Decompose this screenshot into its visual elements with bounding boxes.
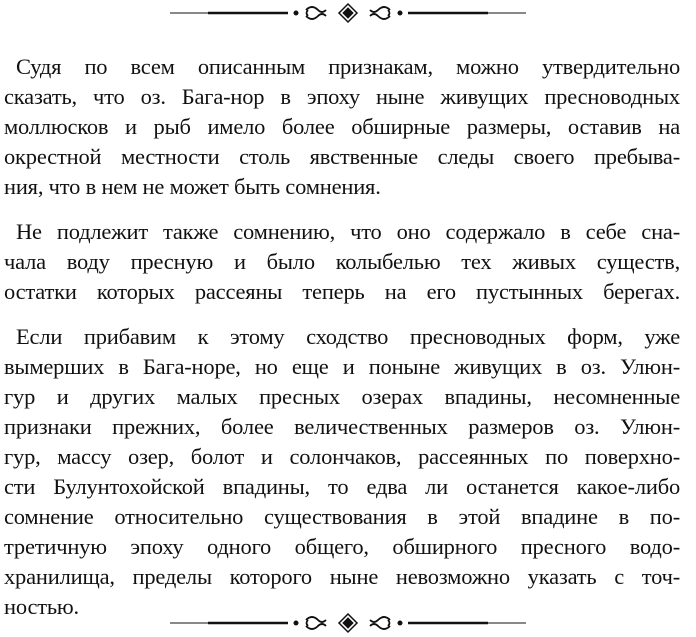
text-line: моллюсков и рыб имело более обширные размеры, оставив на [4, 114, 680, 139]
text-line: Если прибавим к этому сходство пресноводных форм, уже [16, 324, 680, 349]
text-line: окрестной местности столь явственные следы своего пребыва- [4, 144, 680, 169]
paragraph-3 [4, 322, 680, 622]
text-line: признаки прежних, более величественных размеров оз. Улюн- [4, 414, 680, 439]
text-line: третичную эпоху одного общего, обширного пресного водо- [4, 534, 680, 559]
text-line: гур, массу озер, болот и солончаков, рассеянных по поверхно- [4, 444, 680, 469]
text-line: ния, что в нем не может быть сомнения. [4, 174, 381, 199]
bottom-ornament-divider [168, 612, 528, 634]
text-line: Судя по всем описанным признакам, можно утвердительно [16, 54, 680, 79]
text-line: ностью. [4, 594, 79, 619]
paragraph-2 [4, 217, 680, 307]
text-line: сказать, что оз. Бага-нор в эпоху ныне живущих пресноводных [4, 84, 680, 109]
text-line: вымерших в Бага-норе, но еще и поныне живущих в оз. Улюн- [4, 354, 680, 379]
ornament-icon [170, 614, 526, 632]
text-line: сти Булунтохойской впадины, то едва ли останется какое-либо [4, 474, 680, 499]
text-line: чала воду пресную и было колыбелью тех живых существ, [4, 249, 680, 274]
ornament-icon [170, 4, 526, 22]
text-line: хранилища, пределы которого ныне невозможно указать с точ- [4, 564, 680, 589]
text-line: Не подлежит также сомнению, что оно содержало в себе сна- [16, 219, 680, 244]
text-line: остатки которых рассеяны теперь на его пустынных берегах. [4, 279, 680, 304]
text-line: гур и других малых пресных озерах впадины, несомненные [4, 384, 680, 409]
text-line: сомнение относительно существования в этой впадине в по- [4, 504, 680, 529]
top-ornament-divider [168, 2, 528, 24]
document-body [4, 52, 680, 637]
paragraph-1 [4, 52, 680, 202]
